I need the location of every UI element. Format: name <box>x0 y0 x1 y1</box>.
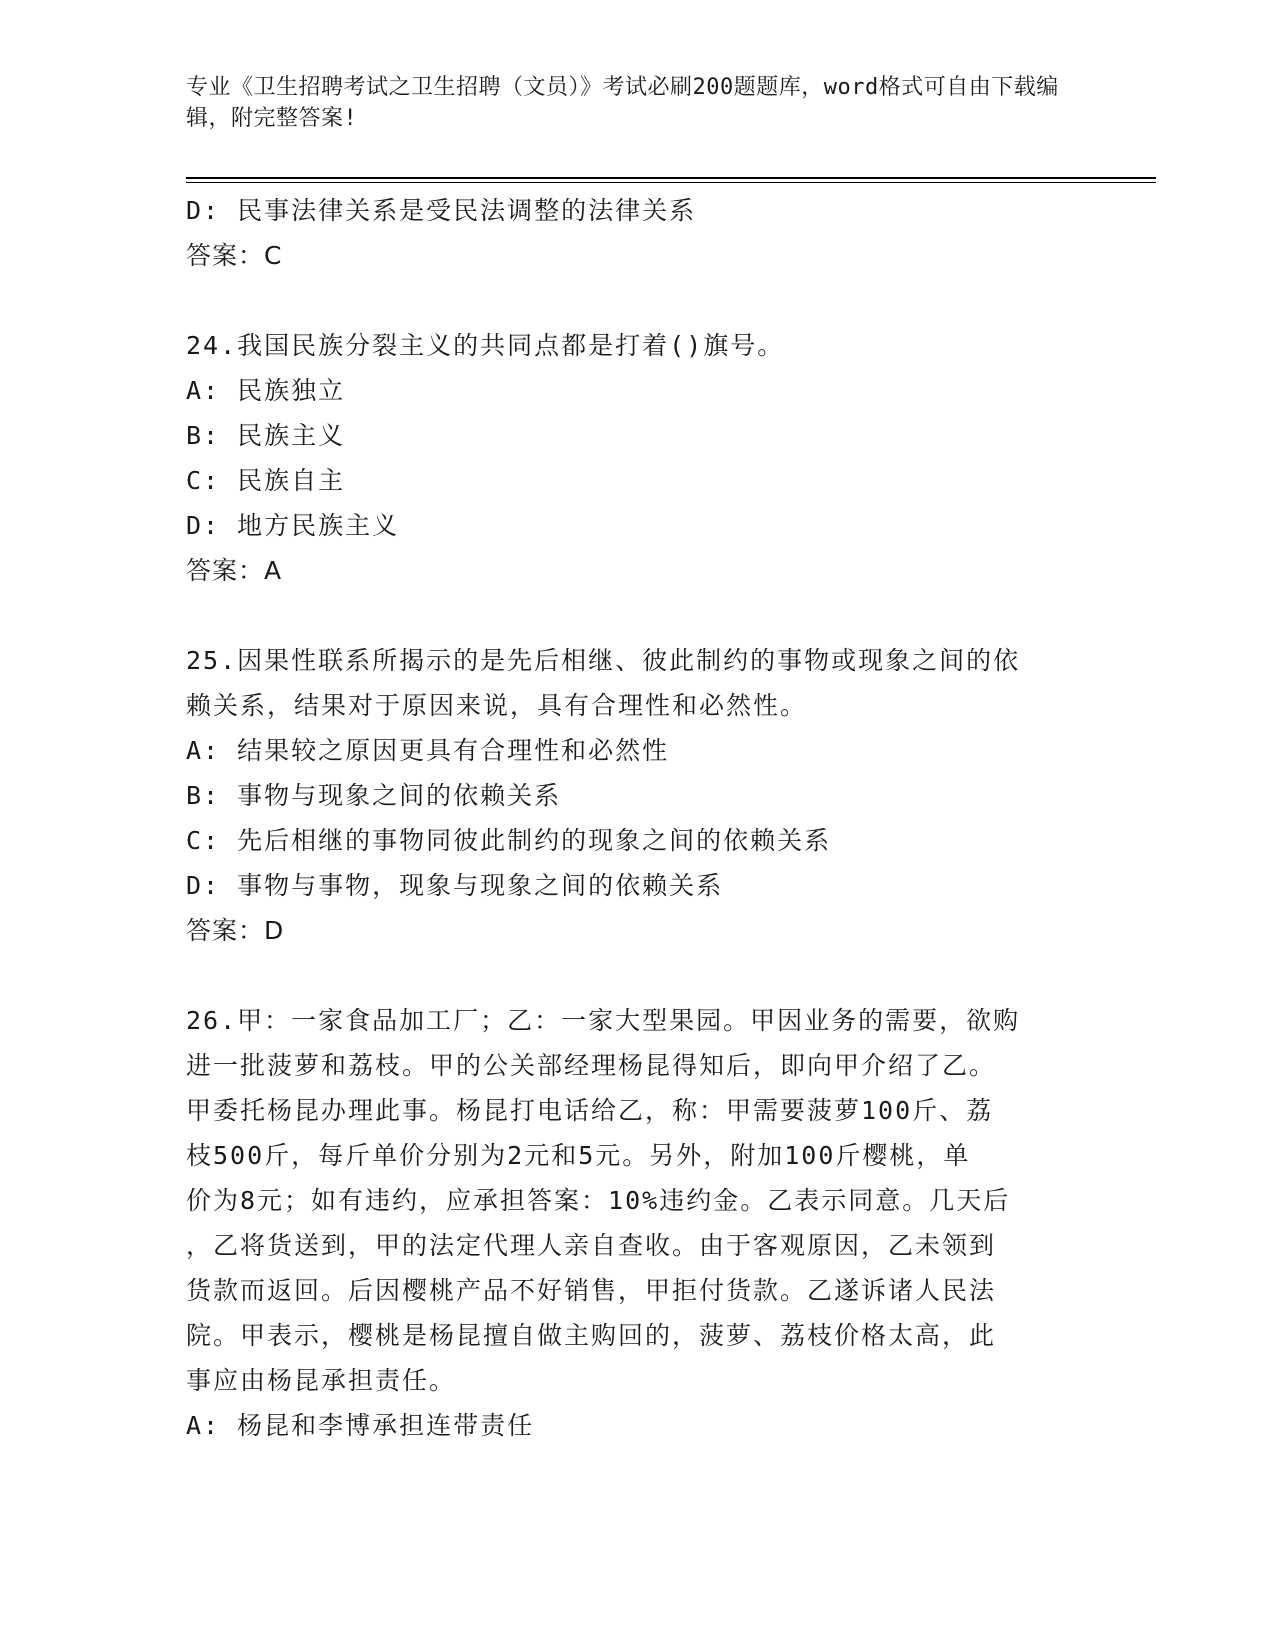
spacer <box>186 953 1076 998</box>
q24-option-b: B: 民族主义 <box>186 421 346 450</box>
q26-option-a: A: 杨昆和李博承担连带责任 <box>186 1411 535 1440</box>
q25-answer: 答案：D <box>186 916 285 945</box>
q24-option-a: A: 民族独立 <box>186 376 346 405</box>
q26-stem-line: 事应由杨昆承担责任。 <box>186 1366 457 1395</box>
q26-stem-line: 货款而返回。后因樱桃产品不好销售，甲拒付货款。乙遂诉诸人民法 <box>186 1276 997 1305</box>
q25-option-c: C: 先后相继的事物同彼此制约的现象之间的依赖关系 <box>186 826 832 855</box>
q25-option-b: B: 事物与现象之间的依赖关系 <box>186 781 562 810</box>
q26-stem-line: ，乙将货送到，甲的法定代理人亲自查收。由于客观原因，乙未领到 <box>186 1231 997 1260</box>
q25-stem-line2: 赖关系，结果对于原因来说，具有合理性和必然性。 <box>186 691 808 720</box>
header-divider-thick <box>186 177 1156 179</box>
q26-stem-line: 甲委托杨昆办理此事。杨昆打电话给乙，称：甲需要菠萝100斤、荔 <box>186 1096 994 1125</box>
page-header: 专业《卫生招聘考试之卫生招聘（文员）》考试必刷200题题库，word格式可自由下载编辑，附完整答案! <box>186 75 1059 131</box>
q26-stem-line: 26.甲：一家食品加工厂；乙：一家大型果园。甲因业务的需要，欲购 <box>186 1006 1021 1035</box>
q26-stem-line: 院。甲表示，樱桃是杨昆擅自做主购回的，菠萝、荔枝价格太高，此 <box>186 1321 997 1350</box>
q24-answer: 答案：A <box>186 556 283 585</box>
q25-option-a: A: 结果较之原因更具有合理性和必然性 <box>186 736 670 765</box>
header-divider-thin <box>186 182 1156 183</box>
prev-answer: 答案：C <box>186 241 283 270</box>
spacer <box>186 593 1076 638</box>
q25-option-d: D: 事物与事物，现象与现象之间的依赖关系 <box>186 871 724 900</box>
q26-stem-line: 价为8元；如有违约，应承担答案：10%违约金。乙表示同意。几天后 <box>186 1186 1011 1215</box>
spacer <box>186 278 1076 323</box>
prev-option-d: D: 民事法律关系是受民法调整的法律关系 <box>186 196 697 225</box>
q26-stem-line: 进一批菠萝和荔枝。甲的公关部经理杨昆得知后，即向甲介绍了乙。 <box>186 1051 997 1080</box>
q24-option-c: C: 民族自主 <box>186 466 346 495</box>
q24-option-d: D: 地方民族主义 <box>186 511 400 540</box>
question-content <box>186 188 1076 1448</box>
q26-stem-line: 枝500斤，每斤单价分别为2元和5元。另外，附加100斤樱桃，单 <box>186 1141 971 1170</box>
q25-stem-line1: 25.因果性联系所揭示的是先后相继、彼此制约的事物或现象之间的依 <box>186 646 1021 675</box>
q24-stem: 24.我国民族分裂主义的共同点都是打着()旗号。 <box>186 331 785 360</box>
